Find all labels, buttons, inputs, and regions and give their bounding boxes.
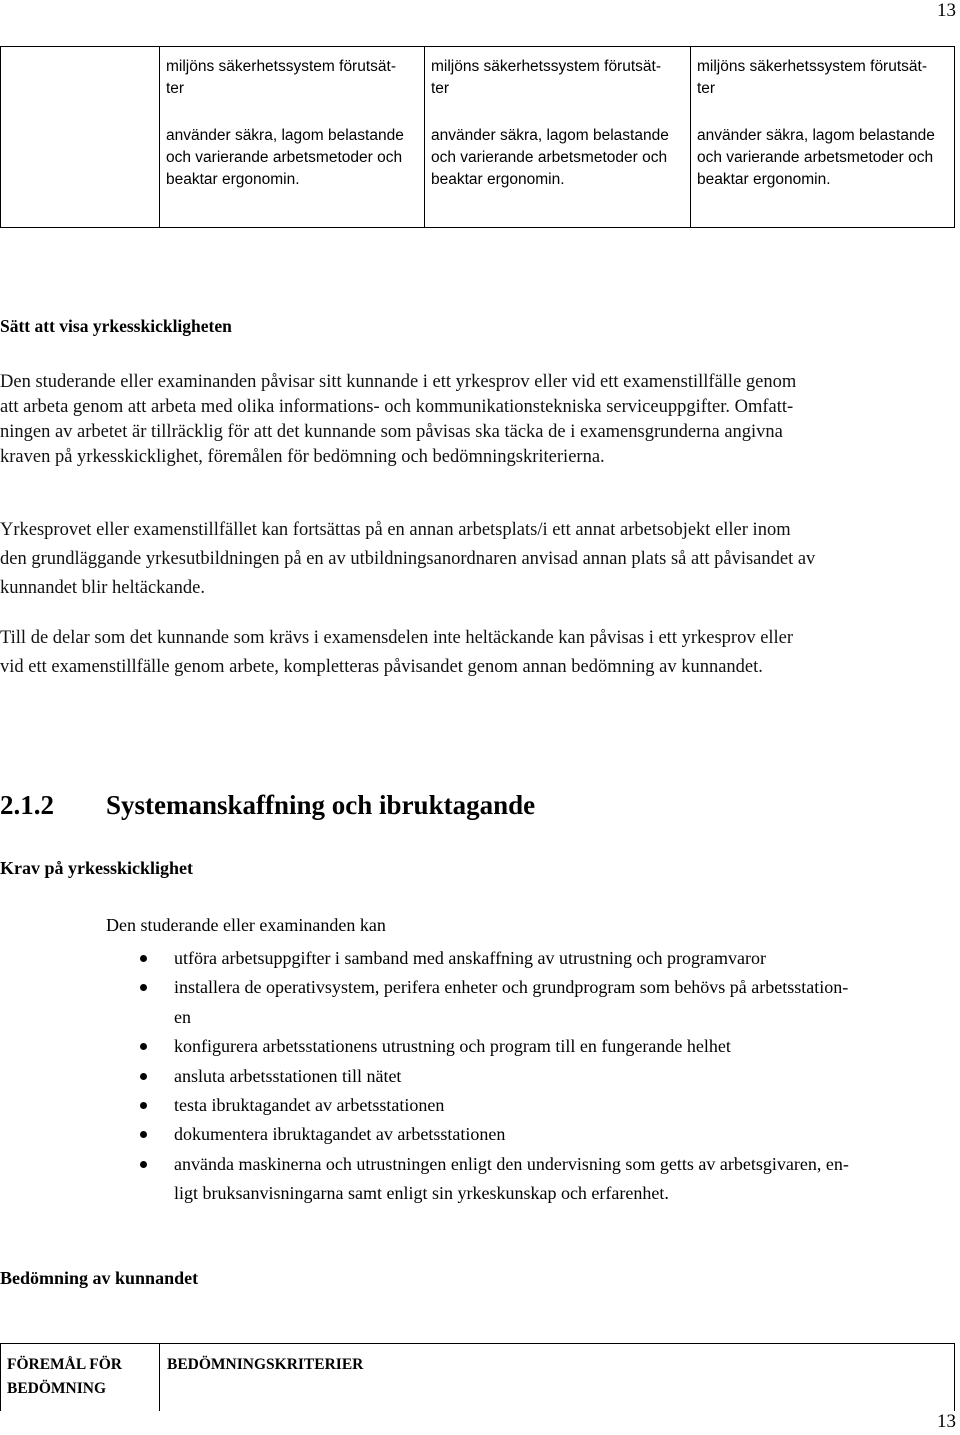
section-number: 2.1.2 [0,790,54,820]
list-item: installera de operativsystem, perifera enheter och grundprogram som behövs på arbetsstation- en [0,973,960,1032]
table-header-object: FÖREMÅL FÖR BEDÖMNING [7,1356,122,1397]
bullet-icon [140,1073,147,1080]
list-item: testa ibruktagandet av arbetsstationen [0,1091,960,1120]
page-number-top: 13 [937,0,956,21]
table-header-criteria: BEDÖMNINGSKRITERIER [167,1356,364,1373]
bullet-icon [140,955,147,962]
bullet-icon [140,1131,147,1138]
section-title: Systemanskaffning och ibruktagande [106,790,536,820]
list-item: dokumentera ibruktagandet av arbetsstationen [0,1120,960,1149]
list-item: konfigurera arbetsstationens utrustning och program till en fungerande helhet [0,1032,960,1061]
table-divider [159,47,160,227]
paragraph-supplement: Till de delar som det kunnande som krävs i examensdelen inte heltäckande kan påvisas i ett yrkesprov eller vid ett examenstillfälle genom arbete, kompletteras påvisandet genom annan bedömning av kunnandet. [0,628,794,677]
paragraph-demonstration: Den studerande eller examinanden påvisar sitt kunnande i ett yrkesprov eller vid ett examenstillfälle genom att arbeta genom att arbeta med olika informations- och kommunikationstekniska serviceuppgifter. Omfatt- ningen av arbetet är tillräcklig för att det kunnande som påvisas ska täcka de i examensgrunderna angivna kraven på yrkesskicklighet, föremålen för bedömning och bedömningskriterierna. [0,372,797,467]
bullet-icon [140,1102,147,1109]
subheading-assessment: Bedömning av kunnandet [0,1268,199,1288]
subheading-requirements: Krav på yrkesskicklighet [0,858,194,878]
table-cell-col1: miljöns säkerhetssystem förutsät- ter använder säkra, lagom belastande och varierande arbetsmetoder och beaktar ergonomin. [166,58,404,188]
list-item: ansluta arbetsstationen till nätet [0,1062,960,1091]
list-intro: Den studerande eller examinanden kan [106,915,386,935]
paragraph-continuation: Yrkesprovet eller examenstillfället kan fortsättas på en annan arbetsplats/i ett annat arbetsobjekt eller inom den grundläggande yrkesutbildningen på en av utbildningsanordnaren anvisad annan plats så att påvisandet av kunnandet blir heltäckande. [0,520,816,598]
bullet-icon [140,984,147,991]
requirements-list [0,944,960,1209]
list-item: använda maskinerna och utrustningen enligt den undervisning som getts av arbetsgivaren, en- ligt bruksanvisningarna samt enligt sin yrkeskunskap och erfarenhet. [0,1150,960,1209]
bullet-icon [140,1043,147,1050]
page-number-bottom: 13 [937,1411,956,1432]
table-cell-col2: miljöns säkerhetssystem förutsät- ter använder säkra, lagom belastande och varierande arbetsmetoder och beaktar ergonomin. [431,58,669,188]
table-divider [159,1344,160,1411]
table-cell-col3: miljöns säkerhetssystem förutsät- ter använder säkra, lagom belastande och varierande arbetsmetoder och beaktar ergonomin. [697,58,935,188]
section-heading-demonstration: Sätt att visa yrkesskickligheten [0,316,232,336]
criteria-table-fragment [0,46,955,228]
bullet-icon [140,1161,147,1168]
assessment-table [0,1343,955,1411]
list-item: utföra arbetsuppgifter i samband med anskaffning av utrustning och programvaror [0,944,960,973]
